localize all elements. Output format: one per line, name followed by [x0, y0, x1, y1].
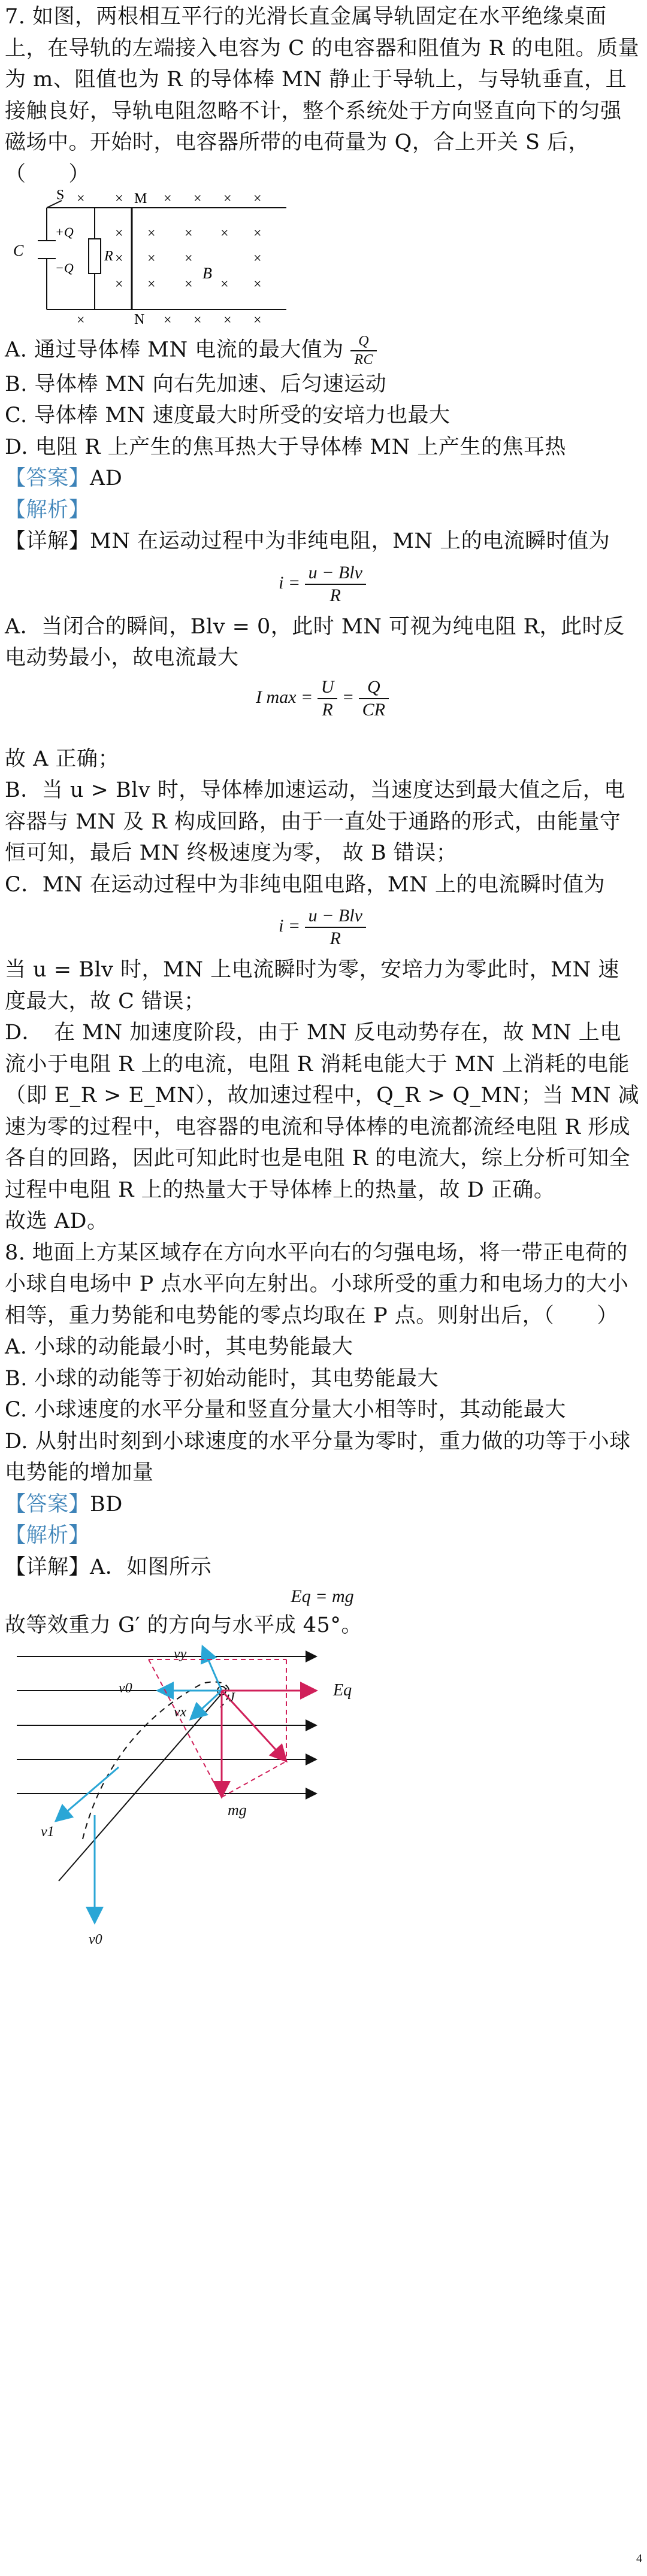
detail-tag: 【详解】 — [5, 1555, 90, 1579]
eq3-denominator: R — [329, 929, 341, 949]
field-cross: × — [115, 191, 123, 207]
field-cross: × — [253, 191, 262, 207]
page-number: 4 — [636, 2552, 642, 2565]
q7-d-text: D． 在 MN 加速度阶段，由于 MN 反电动势存在，故 MN 上电流小于电阻 R 上的电流，电阻 R 消耗电能大于 MN 上消耗的电能（即 E_R > E_MN），故加速过程中，Q_R > Q_MN；当 MN 减速为零的过程中，电容器的电流和导体棒的电流都流经电阻 R 形成各自的回路，因此可知此时也是电阻 R 的电流大，综上分析可知全过程中电阻 R 上的热量大于导体棒上的热量，故 D 正确。 — [5, 1021, 640, 1202]
field-cross: × — [185, 226, 193, 241]
q8-equation-1: Eq = mg — [291, 1586, 354, 1607]
q8-stem: 8. 地面上方某区域存在方向水平向右的匀强电场，将一带正电荷的小球自电场中 P 点水平向左射出。小球所受的重力和电场力的大小相等，重力势能和电势能的零点均取在 P 点。则射出后，（ ） — [5, 1240, 629, 1328]
eq3-fraction — [305, 905, 366, 949]
capacitor-label: C — [13, 242, 24, 259]
field-cross: × — [115, 226, 123, 241]
q8-option-b: B. 小球的动能等于初始动能时，其电势能最大 — [5, 1366, 439, 1391]
eq1-lhs: i = — [279, 572, 301, 593]
field-cross: × — [77, 191, 85, 207]
helper-dash — [149, 1659, 222, 1797]
equivalent-gravity-line — [59, 1688, 226, 1881]
mg-label: mg — [228, 1801, 247, 1819]
q8-detail-intro — [5, 1552, 640, 1583]
vx-label: vx — [174, 1704, 187, 1720]
helper-dash — [222, 1761, 286, 1797]
eq2-numerator-1: U — [318, 676, 338, 699]
eq1-numerator: u − Blv — [305, 562, 366, 585]
fraction-q-over-rc — [350, 333, 377, 369]
vy-label: vy — [174, 1646, 187, 1662]
field-cross: × — [220, 277, 229, 292]
v0-label: v0 — [119, 1680, 132, 1696]
answer-value: BD — [90, 1492, 123, 1516]
q7-analysis-tag: 【解析】 — [5, 497, 90, 522]
q7-a-text: A．当闭合的瞬间，Blv = 0，此时 MN 可视为纯电阻 R，此时反电动势最小，故电流最大 — [5, 614, 625, 670]
plus-q-label: +Q — [55, 224, 74, 239]
eq2-equals: = — [341, 687, 355, 707]
eq2-denominator-1: R — [322, 699, 333, 720]
detail-intro-text: A．如图所示 — [90, 1555, 212, 1579]
field-cross: × — [147, 251, 156, 266]
q8-figure — [5, 1642, 640, 1953]
field-cross: × — [253, 312, 262, 328]
field-cross: × — [147, 277, 156, 292]
q7-c-text-2: 当 u = Blv 时，MN 上电流瞬时为零，安培力为零此时，MN 速度最大，故 C 错误； — [5, 958, 619, 1014]
electric-field-lines — [17, 1656, 316, 1794]
eq1-fraction — [305, 562, 366, 606]
rod-label-m: M — [134, 191, 147, 207]
rod-label-n: N — [134, 312, 145, 327]
detail-tag: 【详解】 — [5, 529, 90, 554]
v1-label: v1 — [41, 1823, 55, 1840]
field-cross: × — [164, 191, 172, 207]
resistor-label: R — [104, 248, 113, 264]
q8-option-d: D. 从射出时刻到小球速度的水平分量为零时，重力做的功等于小球电势能的增加量 — [5, 1429, 631, 1485]
rails-capacitor-circuit — [5, 190, 286, 330]
field-cross: × — [253, 226, 262, 241]
field-cross: × — [185, 251, 193, 266]
vx-arrow — [191, 1691, 222, 1719]
v0-bottom-label: v0 — [89, 1931, 102, 1947]
field-cross: × — [77, 312, 85, 328]
switch-label: S — [56, 190, 65, 203]
j-label: J — [229, 1689, 235, 1704]
q7-answer-line — [5, 463, 640, 494]
q8-option-c: C. 小球速度的水平分量和竖直分量大小相等时，其动能最大 — [5, 1398, 566, 1422]
field-trajectory-diagram — [5, 1642, 640, 1953]
answer-value: AD — [90, 466, 123, 491]
answer-tag: 【答案】 — [5, 466, 90, 491]
q7-c-text: C．MN 在运动过程中为非纯电阻电路，MN 上的电流瞬时值为 — [5, 872, 605, 897]
page — [5, 0, 640, 1953]
field-cross: × — [194, 312, 202, 328]
minus-q-label: −Q — [55, 260, 74, 275]
q7-equation-2 — [5, 676, 640, 721]
q8-g-text: 故等效重力 G′ 的方向与水平成 45°。 — [5, 1613, 362, 1638]
fraction-numerator: Q — [350, 333, 377, 351]
eq2-numerator-2: Q — [359, 676, 389, 699]
q7-equation-1 — [5, 562, 640, 606]
q7-conclusion: 故选 AD。 — [5, 1209, 108, 1234]
field-cross: × — [147, 226, 156, 241]
q7-detail-intro — [5, 526, 640, 557]
field-cross: × — [185, 277, 193, 292]
q7-stem: 7. 如图，两根相互平行的光滑长直金属导轨固定在水平绝缘桌面上，在导轨的左端接入电容为 C 的电容器和阻值为 R 的电阻。质量为 m、阻值也为 R 的导体棒 MN 静止于导轨上，与导轨垂直，且接触良好，导轨电阻忽略不计，整个系统处于方向竖直向下的匀强磁场中。开始时，电容器所带的电荷量为 Q，合上开关 S 后，（ ） — [5, 5, 640, 186]
eq2-lhs: I max = — [256, 687, 313, 707]
q8-analysis-tag: 【解析】 — [5, 1524, 90, 1548]
field-cross: × — [253, 251, 262, 266]
field-cross: × — [115, 251, 123, 266]
q7-option-a-text: A. 通过导体棒 MN 电流的最大值为 — [5, 338, 344, 362]
q7-option-d: D. 电阻 R 上产生的焦耳热大于导体棒 MN 上产生的焦耳热 — [5, 435, 566, 459]
field-cross: × — [194, 191, 202, 207]
q8-option-a: A. 小球的动能最小时，其电势能最大 — [5, 1335, 353, 1360]
q7-b-text: B．当 u > Blv 时，导体棒加速运动，当速度达到最大值之后，电容器与 MN 及 R 构成回路，由于一直处于通路的形式，由能量守恒可知，最后 MN 终极速度为零， 故 B 错误； — [5, 778, 625, 866]
eq3-numerator: u − Blv — [305, 905, 366, 928]
trajectory-path — [83, 1682, 229, 1839]
field-cross: × — [223, 191, 232, 207]
eq3-lhs: i = — [279, 915, 301, 936]
eq2-fraction-2 — [359, 676, 389, 721]
eq-label: Eq — [333, 1680, 352, 1700]
field-cross: × — [253, 277, 262, 292]
field-cross: × — [220, 226, 229, 241]
field-label: B — [202, 265, 212, 282]
detail-intro-text: MN 在运动过程中为非纯电阻，MN 上的电流瞬时值为 — [90, 529, 610, 554]
vy-arrow — [202, 1646, 222, 1691]
q7-option-b: B. 导体棒 MN 向右先加速、后匀速运动 — [5, 372, 387, 396]
q7-a-conclusion: 故 A 正确； — [5, 747, 120, 771]
fraction-denominator: RC — [354, 351, 374, 368]
answer-tag: 【答案】 — [5, 1492, 90, 1516]
q7-option-a — [5, 333, 640, 369]
eq2-denominator-2: CR — [362, 699, 385, 720]
q8-answer-line — [5, 1489, 640, 1521]
eq1-denominator: R — [329, 585, 341, 605]
q7-figure — [5, 190, 640, 330]
eq2-fraction-1 — [318, 676, 338, 721]
q7-option-c: C. 导体棒 MN 速度最大时所受的安培力也最大 — [5, 403, 451, 428]
field-cross: × — [223, 312, 232, 328]
field-cross: × — [115, 277, 123, 292]
q7-equation-3 — [5, 905, 640, 949]
field-cross: × — [164, 312, 172, 328]
